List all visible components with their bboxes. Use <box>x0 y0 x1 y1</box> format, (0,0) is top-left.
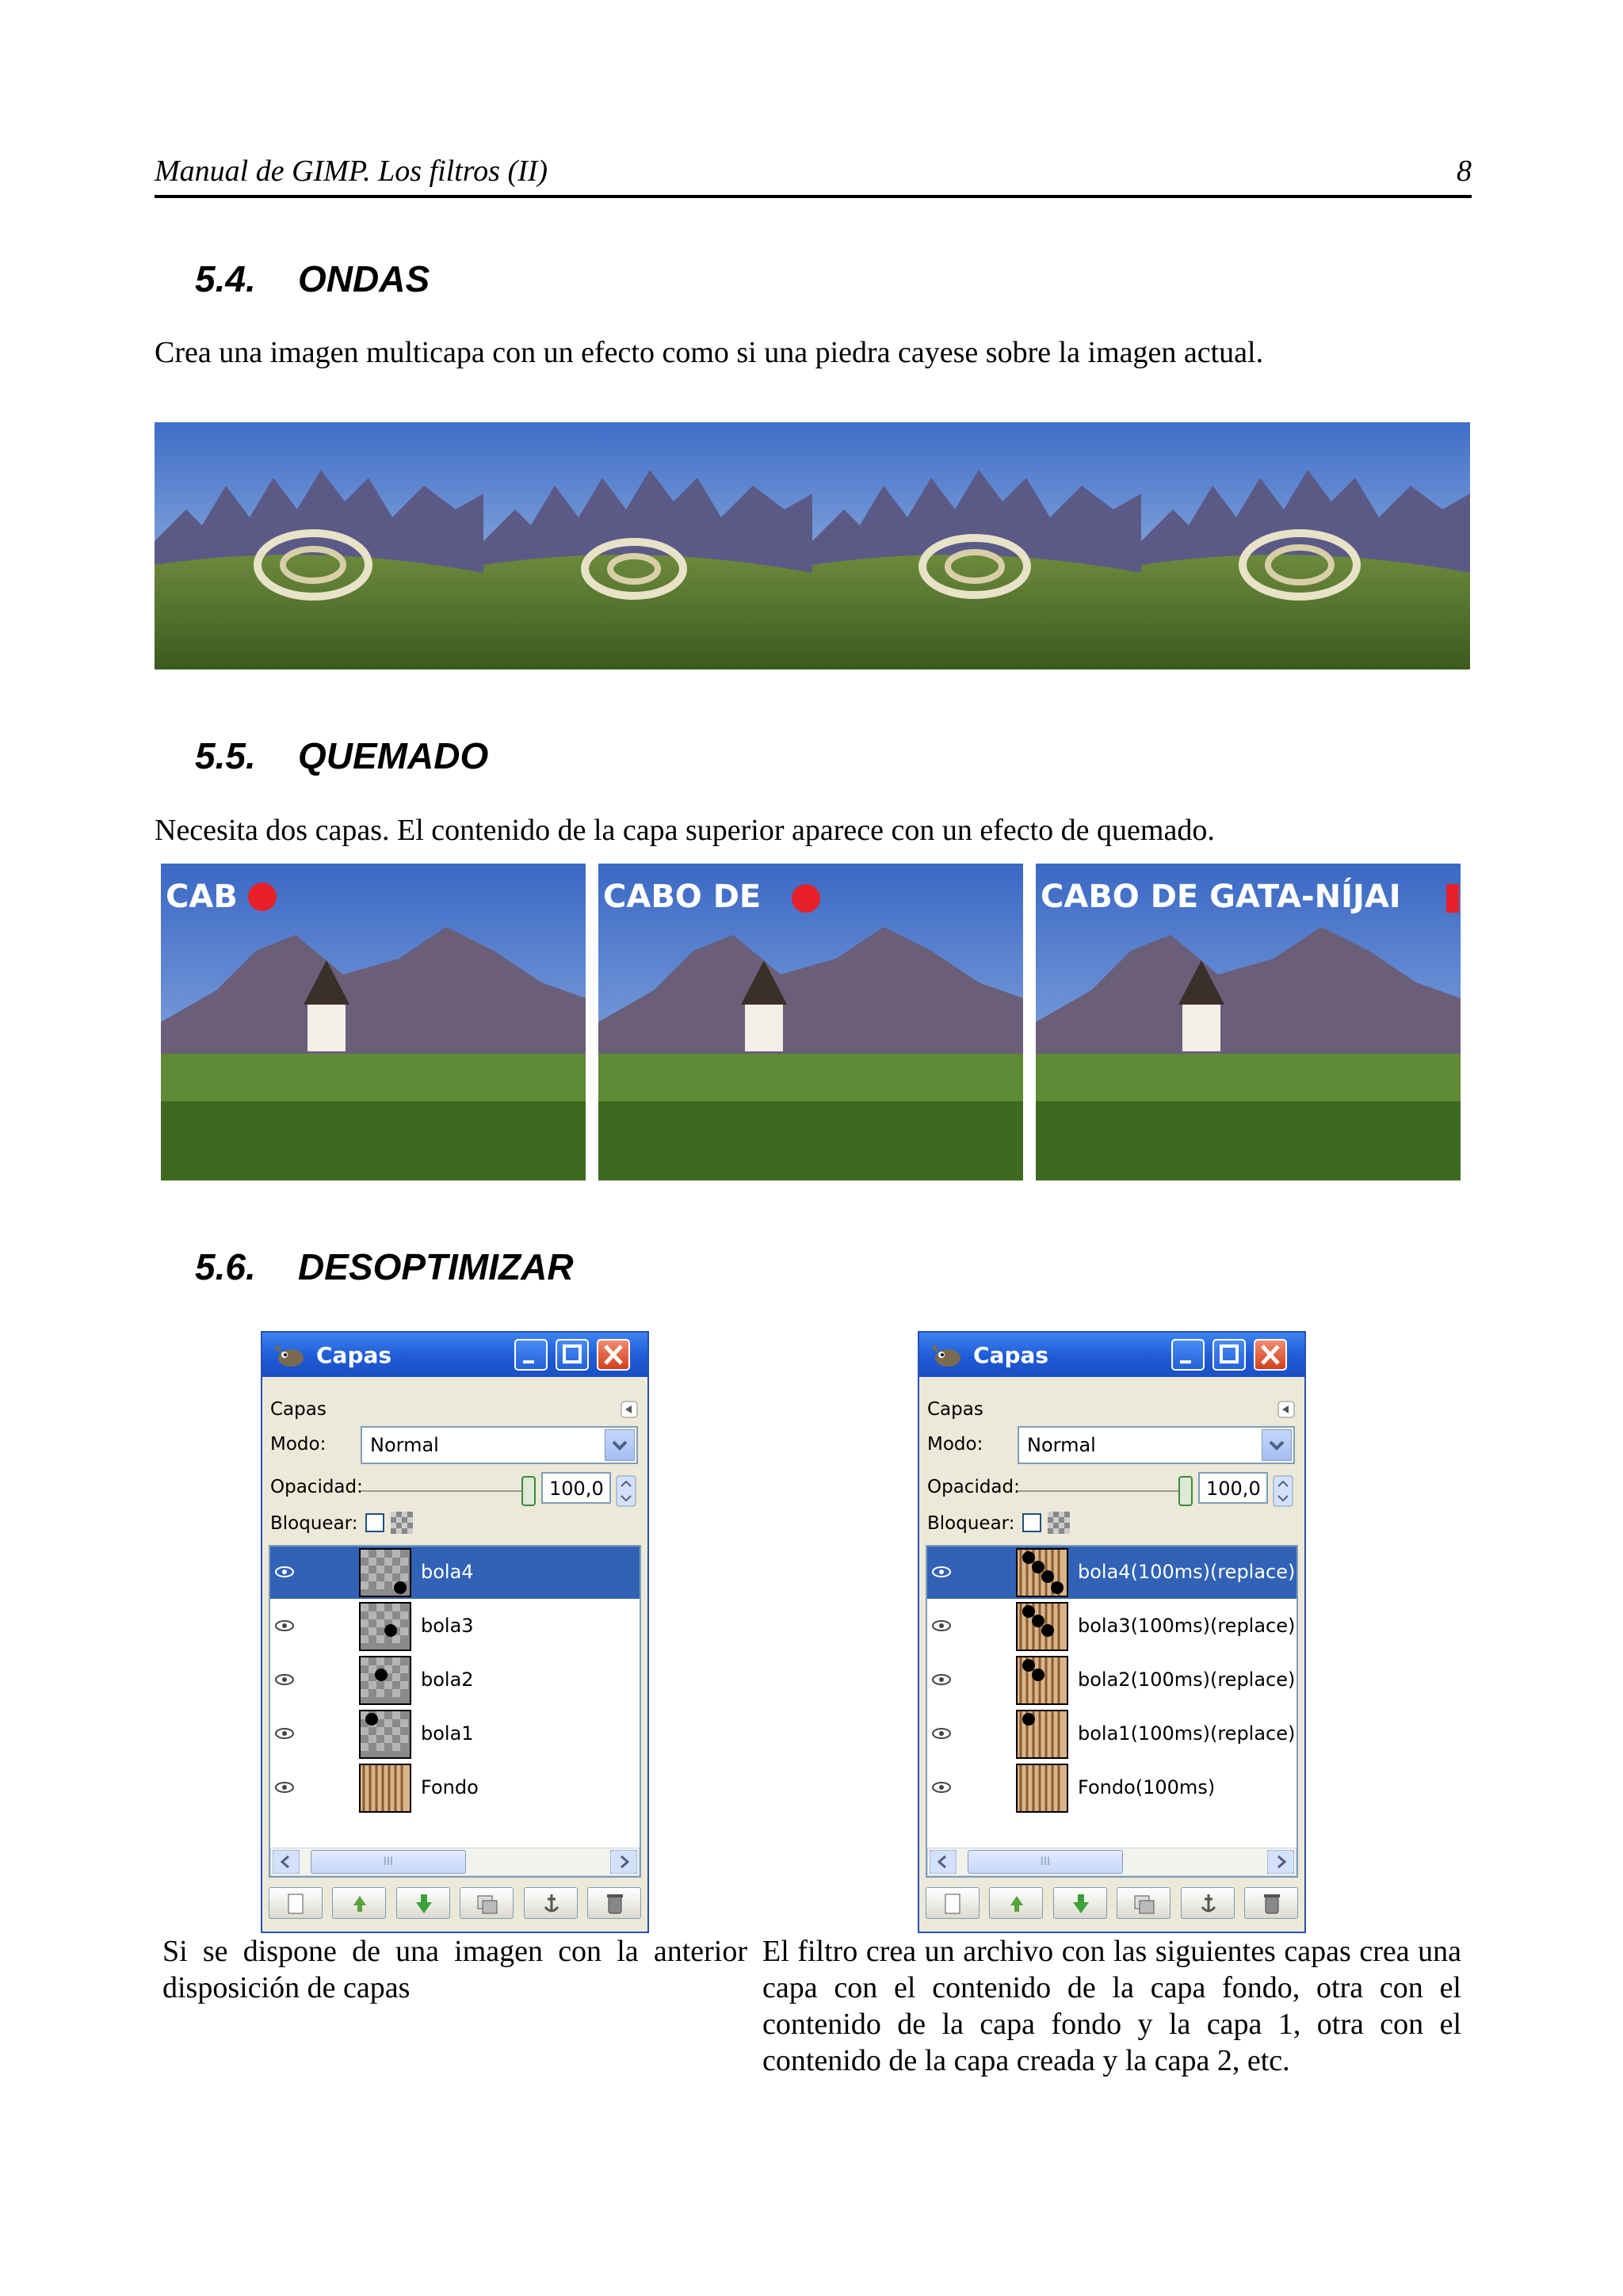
panel-menu-icon[interactable] <box>621 1401 638 1418</box>
eye-icon[interactable] <box>273 1724 296 1743</box>
lock-label: Bloquear: <box>927 1513 1015 1534</box>
layer-name[interactable]: bola1(100ms)(replace) <box>1078 1722 1296 1745</box>
layer-name[interactable]: bola3(100ms)(replace) <box>1078 1615 1296 1637</box>
mode-select[interactable] <box>361 1426 638 1464</box>
waves-frame-2 <box>483 422 812 669</box>
eye-icon[interactable] <box>273 1778 296 1797</box>
minimize-button[interactable] <box>514 1339 548 1371</box>
caption-before: Si se dispone de una imagen con la anterior disposición de capas <box>162 1935 747 2004</box>
layer-row[interactable] <box>927 1600 1296 1653</box>
mode-value: Normal <box>370 1434 439 1456</box>
duplicate-layer-button[interactable] <box>1117 1887 1170 1919</box>
opacity-label: Opacidad: <box>270 1477 363 1497</box>
layer-button-bar <box>269 1887 641 1924</box>
duplicate-layer-button[interactable] <box>460 1887 514 1919</box>
delete-layer-button[interactable] <box>1244 1887 1298 1919</box>
layers-dialog-before <box>261 1331 649 1933</box>
opacity-slider[interactable] <box>361 1475 540 1507</box>
chevron-down-icon[interactable] <box>605 1429 635 1461</box>
gimp-wilber-icon <box>927 1341 965 1369</box>
eye-icon[interactable] <box>930 1724 953 1743</box>
opacity-slider[interactable] <box>1018 1475 1197 1507</box>
layer-row[interactable] <box>927 1547 1296 1599</box>
dialog-titlebar[interactable] <box>919 1333 1304 1377</box>
layer-thumbnail <box>359 1602 411 1651</box>
panel-label: Capas <box>270 1399 327 1420</box>
mode-label: Modo: <box>270 1434 327 1455</box>
scroll-thumb[interactable]: III <box>311 1850 466 1874</box>
panel-menu-icon[interactable] <box>1277 1401 1295 1418</box>
layer-name[interactable]: bola2(100ms)(replace) <box>1078 1669 1296 1691</box>
layer-thumbnail <box>359 1710 411 1759</box>
anchor-layer-button[interactable] <box>524 1887 578 1919</box>
mode-value: Normal <box>1027 1434 1096 1456</box>
anchor-layer-button[interactable] <box>1181 1887 1235 1919</box>
raise-layer-button[interactable] <box>989 1887 1043 1919</box>
section-heading-quemado: 5.5. QUEMADO <box>195 735 489 776</box>
eye-icon[interactable] <box>930 1616 953 1635</box>
eye-icon[interactable] <box>273 1670 296 1689</box>
layer-list <box>926 1545 1298 1878</box>
document-title: Manual de GIMP. Los filtros (II) <box>155 154 548 188</box>
horizontal-scrollbar[interactable] <box>270 1848 640 1876</box>
mode-select[interactable] <box>1018 1426 1295 1464</box>
caption-after: El filtro crea un archivo con las siguientes capas crea una capa con el contenido de la capa fondo, otra con el contenido de la capa fondo y la capa 1, otra con el contenido de la capa creada y la capa 2, etc. <box>762 1935 1461 2077</box>
layer-thumbnail <box>359 1764 411 1813</box>
scroll-left-icon[interactable] <box>273 1850 300 1874</box>
layer-thumbnail <box>1016 1764 1068 1813</box>
opacity-field[interactable]: 100,0 <box>541 1472 611 1504</box>
eye-icon[interactable] <box>930 1670 953 1689</box>
burn-image-row <box>161 864 1461 1180</box>
waves-frame-1 <box>155 422 483 669</box>
waves-frame-3 <box>812 422 1141 669</box>
lock-alpha-checkbox[interactable] <box>365 1513 384 1532</box>
chevron-down-icon[interactable] <box>1262 1429 1292 1461</box>
layer-row[interactable] <box>270 1600 640 1653</box>
scroll-thumb[interactable]: III <box>968 1850 1123 1874</box>
layer-row[interactable] <box>927 1762 1296 1814</box>
burn-frame-1 <box>161 864 586 1180</box>
burn-caption-1: CAB <box>166 879 238 915</box>
layer-thumbnail <box>1016 1602 1068 1651</box>
waves-image-strip <box>155 422 1470 669</box>
eye-icon[interactable] <box>273 1562 296 1581</box>
layer-row[interactable] <box>927 1654 1296 1707</box>
layer-row[interactable] <box>927 1708 1296 1760</box>
section-text-ondas: Crea una imagen multicapa con un efecto como si una piedra cayese sobre la imagen actual. <box>155 336 1264 369</box>
scroll-right-icon[interactable] <box>610 1850 637 1874</box>
scroll-right-icon[interactable] <box>1267 1850 1294 1874</box>
eye-icon[interactable] <box>930 1562 953 1581</box>
dialog-title: Capas <box>316 1341 392 1368</box>
layer-list <box>269 1545 641 1878</box>
layer-name[interactable]: bola2 <box>421 1669 474 1691</box>
layer-thumbnail <box>1016 1656 1068 1705</box>
new-layer-button[interactable] <box>926 1887 980 1919</box>
new-layer-button[interactable] <box>269 1887 323 1919</box>
eye-icon[interactable] <box>273 1616 296 1635</box>
page-number: 8 <box>1457 154 1472 188</box>
horizontal-scrollbar[interactable] <box>927 1848 1296 1876</box>
maximize-button[interactable] <box>1212 1339 1246 1371</box>
layer-row[interactable] <box>270 1762 640 1814</box>
opacity-spin-icon[interactable] <box>1273 1475 1293 1507</box>
burn-caption-2: CABO DE <box>603 879 762 915</box>
checkerboard-icon <box>1048 1512 1070 1534</box>
layer-thumbnail <box>359 1548 411 1597</box>
eye-icon[interactable] <box>930 1778 953 1797</box>
lower-layer-button[interactable] <box>396 1887 450 1919</box>
lower-layer-button[interactable] <box>1053 1887 1107 1919</box>
mode-label: Modo: <box>927 1434 983 1455</box>
layer-name[interactable]: bola4(100ms)(replace) <box>1078 1561 1296 1583</box>
layer-thumbnail <box>1016 1548 1068 1597</box>
delete-layer-button[interactable] <box>587 1887 641 1919</box>
section-heading-ondas: 5.4. ONDAS <box>195 258 430 299</box>
lock-alpha-checkbox[interactable] <box>1022 1513 1041 1532</box>
close-button[interactable] <box>1254 1339 1287 1371</box>
dialog-title: Capas <box>973 1341 1049 1368</box>
section-heading-desoptimizar: 5.6. DESOPTIMIZAR <box>195 1246 574 1287</box>
opacity-field[interactable]: 100,0 <box>1198 1472 1268 1504</box>
layer-row[interactable] <box>270 1654 640 1707</box>
layer-name[interactable]: bola4 <box>421 1561 474 1583</box>
layer-name[interactable]: bola1 <box>421 1722 474 1745</box>
page-header <box>155 151 1472 198</box>
close-button[interactable] <box>597 1339 630 1371</box>
opacity-label: Opacidad: <box>927 1477 1020 1497</box>
burn-frame-2 <box>598 864 1023 1180</box>
layer-name[interactable]: Fondo <box>421 1776 479 1798</box>
panel-label: Capas <box>927 1399 983 1420</box>
gimp-wilber-icon <box>270 1341 308 1369</box>
layer-thumbnail <box>359 1656 411 1705</box>
layer-row[interactable] <box>270 1547 640 1599</box>
layer-name[interactable]: Fondo(100ms) <box>1078 1776 1216 1798</box>
layers-dialog-after <box>918 1331 1306 1933</box>
checkerboard-icon <box>391 1512 413 1534</box>
layer-button-bar <box>926 1887 1298 1924</box>
lock-label: Bloquear: <box>270 1513 358 1534</box>
section-text-quemado: Necesita dos capas. El contenido de la capa superior aparece con un efecto de quemado. <box>155 814 1215 847</box>
dialog-titlebar[interactable] <box>262 1333 647 1377</box>
maximize-button[interactable] <box>556 1339 589 1371</box>
layer-name[interactable]: bola3 <box>421 1615 474 1637</box>
scroll-left-icon[interactable] <box>930 1850 957 1874</box>
opacity-spin-icon[interactable] <box>616 1475 636 1507</box>
layer-thumbnail <box>1016 1710 1068 1759</box>
layer-row[interactable] <box>270 1708 640 1760</box>
minimize-button[interactable] <box>1171 1339 1205 1371</box>
burn-frame-3 <box>1036 864 1461 1180</box>
raise-layer-button[interactable] <box>332 1887 386 1919</box>
waves-frame-4 <box>1141 422 1470 669</box>
burn-caption-3: CABO DE GATA-NÍJAI <box>1041 879 1401 915</box>
